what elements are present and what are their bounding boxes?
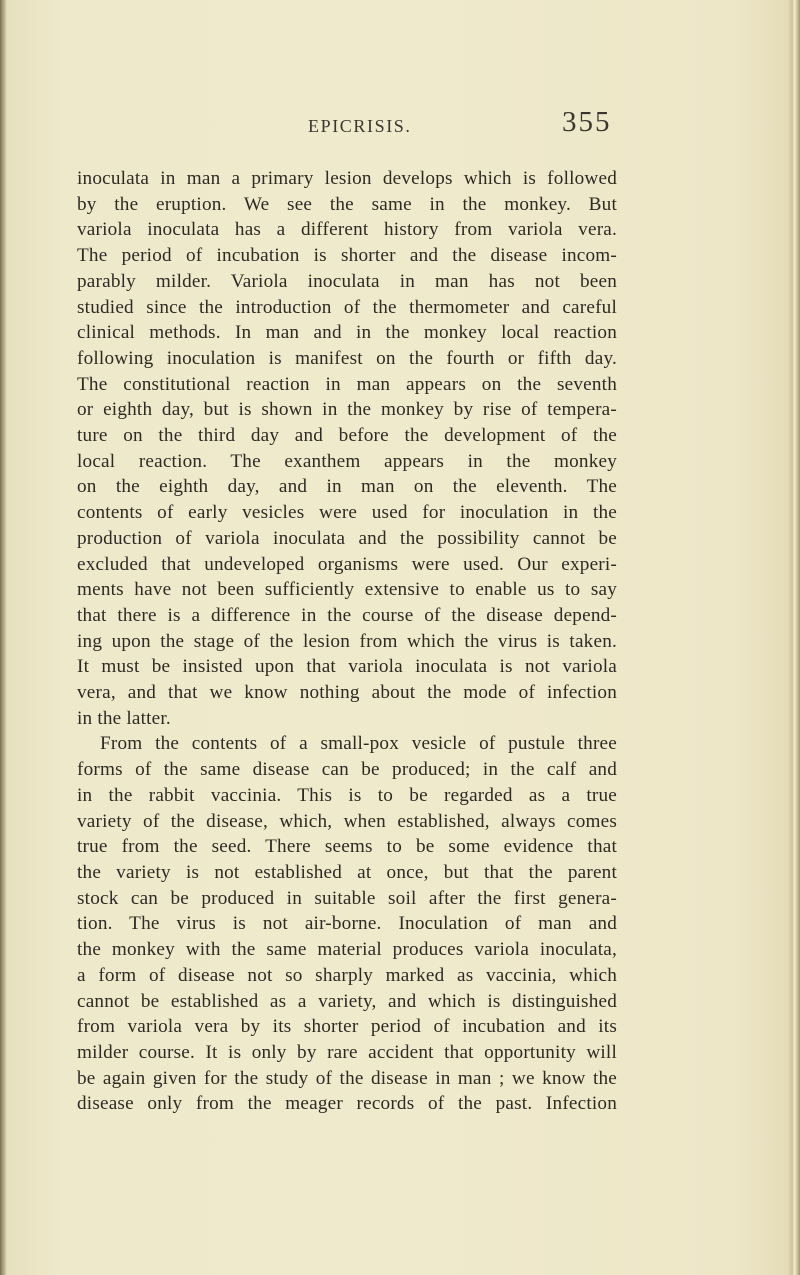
text-line: clinical methods. In man and in the monkey local reaction bbox=[77, 322, 617, 344]
text-line: production of variola inoculata and the possibility cannot be bbox=[77, 527, 617, 549]
text-line: contents of early vesicles were used for inoculation in the bbox=[77, 502, 617, 524]
text-line: local reaction. The exanthem appears in the monkey bbox=[77, 450, 617, 472]
text-line: excluded that undeveloped organisms were used. Our experi- bbox=[77, 553, 617, 575]
text-line: by the eruption. We see the same in the monkey. But bbox=[77, 193, 617, 215]
page-number: 355 bbox=[562, 106, 612, 138]
paragraph-end-line: in the latter. bbox=[77, 707, 171, 729]
text-line: ture on the third day and before the development of the bbox=[77, 425, 617, 447]
text-line: stock can be produced in suitable soil after the first genera- bbox=[77, 887, 617, 909]
text-line: disease only from the meager records of the past. Infection bbox=[77, 1093, 617, 1115]
text-line: The constitutional reaction in man appears on the seventh bbox=[77, 373, 617, 395]
page-header bbox=[0, 104, 800, 144]
text-line: studied since the introduction of the thermometer and careful bbox=[77, 296, 617, 318]
text-line: The period of incubation is shorter and the disease incom- bbox=[77, 245, 617, 267]
text-line: variety of the disease, which, when established, always comes bbox=[77, 810, 617, 832]
text-line: following inoculation is manifest on the fourth or fifth day. bbox=[77, 347, 617, 369]
page-gutter-shadow bbox=[0, 0, 7, 1275]
text-line: milder course. It is only by rare accident that opportunity will bbox=[77, 1041, 617, 1063]
text-line: inoculata in man a primary lesion develops which is followed bbox=[77, 168, 617, 189]
text-line: in the rabbit vaccinia. This is to be regarded as a true bbox=[77, 784, 617, 806]
text-line: cannot be established as a variety, and which is distinguished bbox=[77, 990, 617, 1012]
running-title: EPICRISIS. bbox=[308, 116, 412, 136]
text-line: tion. The virus is not air-borne. Inoculation of man and bbox=[77, 913, 617, 935]
text-line: from variola vera by its shorter period of incubation and its bbox=[77, 1016, 617, 1038]
text-line: the monkey with the same material produces variola inoculata, bbox=[77, 939, 617, 961]
text-line: It must be insisted upon that variola inoculata is not variola bbox=[77, 656, 617, 678]
text-line: the variety is not established at once, but that the parent bbox=[77, 861, 617, 883]
text-line: that there is a difference in the course of the disease depend- bbox=[77, 604, 617, 626]
text-line: or eighth day, but is shown in the monkey by rise of tempera- bbox=[77, 399, 617, 421]
text-line: on the eighth day, and in man on the eleventh. The bbox=[77, 476, 617, 498]
text-line: parably milder. Variola inoculata in man has not been bbox=[77, 270, 617, 292]
paragraph-start-line: From the contents of a small-pox vesicle of pustule three bbox=[100, 733, 617, 755]
text-line: be again given for the study of the disease in man ; we know the bbox=[77, 1067, 617, 1089]
text-line: vera, and that we know nothing about the mode of infection bbox=[77, 682, 617, 704]
text-line: true from the seed. There seems to be some evidence that bbox=[77, 836, 617, 858]
text-line: ments have not been sufficiently extensive to enable us to say bbox=[77, 579, 617, 601]
text-line: a form of disease not so sharply marked as vaccinia, which bbox=[77, 964, 617, 986]
body-text bbox=[77, 166, 617, 1117]
text-line: variola inoculata has a different history from variola vera. bbox=[77, 219, 617, 241]
page-fore-edge bbox=[788, 0, 800, 1275]
text-line: ing upon the stage of the lesion from which the virus is taken. bbox=[77, 630, 617, 652]
text-line: forms of the same disease can be produced; in the calf and bbox=[77, 759, 617, 781]
